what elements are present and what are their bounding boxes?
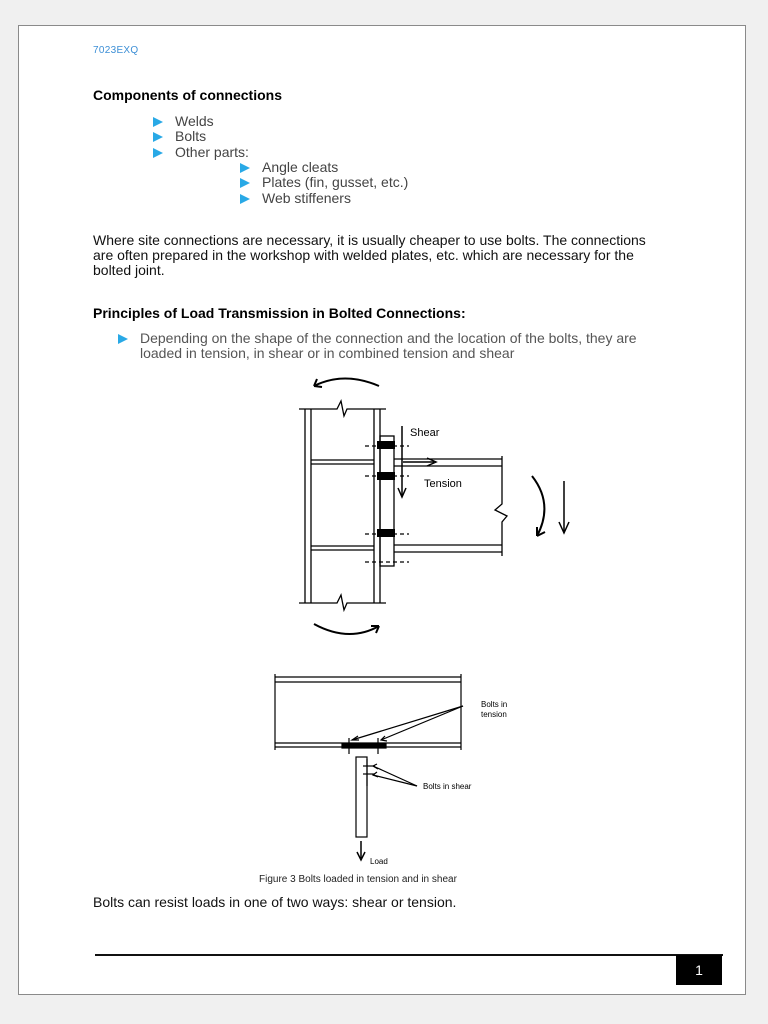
- bolts-in-tension-label: Bolts in: [481, 700, 508, 709]
- bolts-in-shear-label: Bolts in shear: [423, 782, 472, 791]
- list-item: Plates (fin, gusset, etc.): [240, 175, 408, 190]
- list-item: Other parts:: [153, 145, 249, 160]
- document-id: 7023EXQ: [93, 45, 139, 56]
- site-connections-paragraph: Where site connections are necessary, it is usually cheaper to use bolts. The connections are often prepared in the workshop with welded plates, etc. which are necessary for the bolted joint.: [93, 232, 646, 279]
- principles-heading: Principles of Load Transmission in Bolted Connections:: [93, 305, 466, 321]
- document-page: [18, 25, 746, 995]
- closing-paragraph: Bolts can resist loads in one of two ways: shear or tension.: [93, 894, 457, 910]
- bolts-tension-shear-figure: [19, 26, 747, 996]
- components-heading: Components of connections: [93, 87, 282, 103]
- list-item: Web stiffeners: [240, 191, 408, 206]
- list-item: Welds: [153, 114, 249, 129]
- principle-bullet: Depending on the shape of the connection and the location of the bolts, they are loaded in tension, in shear or in combined tension and shear: [118, 331, 678, 361]
- bolts-in-tension-label-2: tension: [481, 710, 507, 719]
- shear-label: Shear: [410, 427, 440, 439]
- load-label: Load: [370, 857, 388, 866]
- footer-divider: [95, 954, 723, 956]
- list-item: Angle cleats: [240, 160, 408, 175]
- page-number: 1: [676, 955, 722, 985]
- list-item: Bolts: [153, 129, 249, 144]
- tension-label: Tension: [424, 478, 462, 490]
- figure-caption: Figure 3 Bolts loaded in tension and in shear: [259, 874, 457, 885]
